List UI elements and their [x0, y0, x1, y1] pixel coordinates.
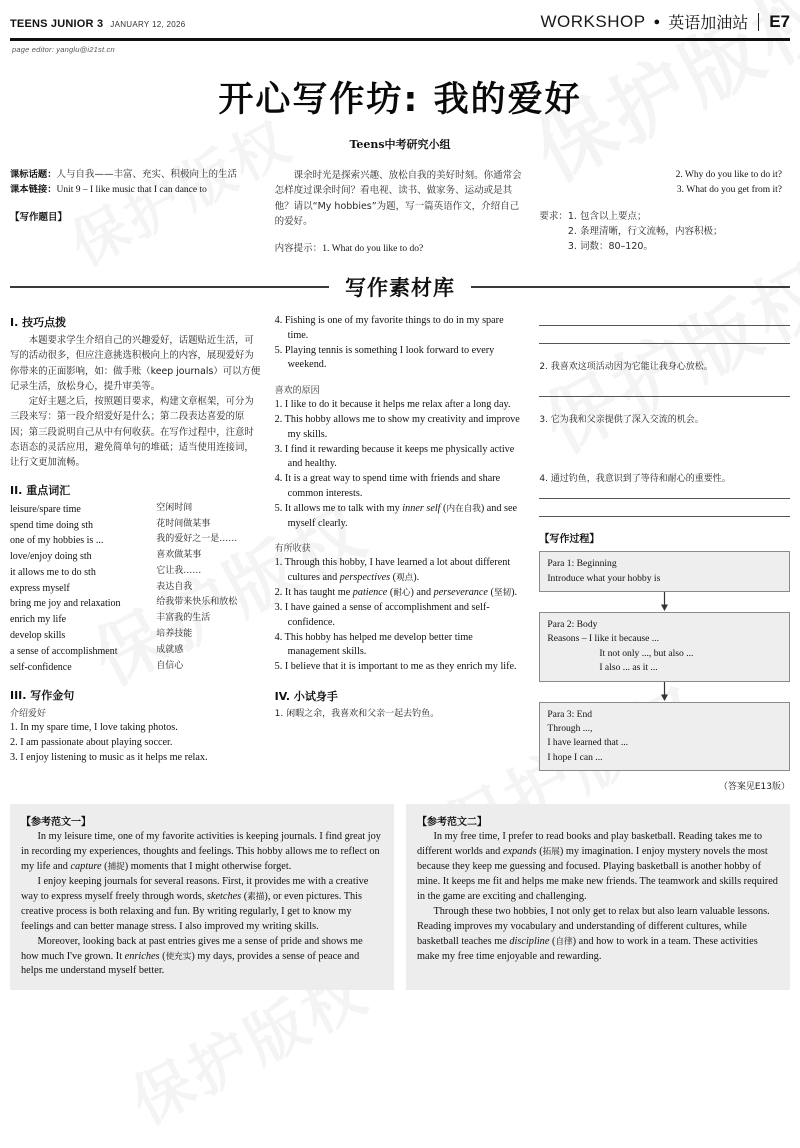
vocab-term-cn: 自信心: [156, 660, 184, 671]
sample-title: 【参考范文一】: [21, 817, 91, 829]
page-title: 开心写作坊: 我的爱好: [218, 80, 582, 120]
banner-line-right: [471, 286, 790, 288]
vocab-term-cn: 丰富我的生活: [156, 613, 211, 624]
textbook-link-value: Unit 9 – I like music that I can dance to: [56, 184, 207, 195]
vocab-row: [10, 580, 261, 596]
materials-body: [10, 312, 790, 792]
practice-list-part1: [275, 707, 526, 721]
sentence-group-label: 喜欢的原因: [274, 386, 320, 397]
sentence-item: 4. Fishing is one of my favorite things to do in my spare time.: [274, 315, 504, 341]
vocab-row: [10, 549, 261, 565]
sentence-item: 1. Through this hobby, I have learned a lot about different cultures and perspectives (观点).: [274, 557, 511, 583]
answer-blank-line[interactable]: [539, 396, 790, 397]
section-heading-vocab: II. 重点词汇: [10, 484, 71, 498]
flow-box-line: I have learned that ...: [547, 737, 629, 749]
requirement-item: 3. 词数：80–120。: [567, 240, 653, 252]
issue-date: JANUARY 12, 2026: [110, 19, 186, 29]
flow-box-line: Introduce what your hobby is: [547, 572, 661, 584]
prompt-heading: 【写作题目】: [10, 212, 68, 224]
flow-box-title: Para 2: Body: [547, 619, 598, 630]
sentence-list-gains: [275, 556, 526, 675]
vocab-term-en: a sense of accomplishment: [10, 645, 118, 657]
curriculum-topic-value: 人与自我——丰富、充实、积极向上的生活: [56, 169, 238, 180]
divider: [758, 13, 759, 31]
requirement-item: 2. 条理清晰，行文流畅，内容积极；: [567, 226, 723, 238]
vocab-row: [10, 612, 261, 628]
writing-process-flow: [539, 551, 790, 771]
vocab-term-en: spend time doing sth: [10, 519, 94, 531]
flow-box-line-indented: I also ... as it ...: [599, 662, 658, 674]
flow-arrow-icon: [539, 682, 790, 702]
vocab-row: [10, 596, 261, 612]
publication-title: TEENS JUNIOR 3: [10, 17, 104, 30]
textbook-link: [10, 183, 261, 198]
intro-section: [10, 168, 790, 256]
sample-essay-1: [10, 804, 394, 990]
banner-title: 写作素材库: [345, 276, 455, 301]
vocab-term-en: self-confidence: [10, 661, 72, 673]
curriculum-topic-label: 课标话题：: [10, 169, 57, 180]
vocab-term-en: love/enjoy doing sth: [10, 551, 92, 563]
vocab-row: [10, 643, 261, 659]
textbook-link-label: 课本链接：: [10, 183, 57, 195]
section-heading-practice: IV. 小试身手: [274, 689, 338, 703]
practice-item: 4. 通过钓鱼，我意识到了等待和耐心的重要性。: [539, 474, 731, 485]
vocab-term-cn: 我的爱好之一是……: [156, 534, 238, 545]
vocab-term-en: bring me joy and relaxation: [10, 598, 121, 610]
sentence-item: 3. I enjoy listening to music as it helps me relax.: [10, 752, 208, 764]
sentence-item: 3. I find it rewarding because it keeps me physically active and healthy.: [274, 443, 515, 470]
sample-paragraph: I enjoy keeping journals for several reasons. First, it provides me with a creative way to express myself freely through words, sketches (素描), or even pictures. This creative process is both relaxing and fun. By writing regularly, I get to know my feelings and can better manage stress. I also improved my writing skills.: [21, 875, 369, 932]
vocab-row: [10, 628, 261, 644]
requirements: [539, 210, 790, 254]
tips-paragraph: 定好主题之后，按照题目要求，构建文章框架，可分为三段来写：第一段介绍爱好是什么；第二段表达喜爱的原因；第三段说明自己从中有何收获。在写作过程中，注意时态语态的灵活应用，避免简单句的堆砥；适当使用连接词，让行文更加流畅。: [10, 396, 254, 469]
sample-title: 【参考范文二】: [417, 817, 487, 829]
vocab-term-cn: 表达自我: [156, 581, 193, 592]
answer-blank-line[interactable]: [539, 516, 790, 517]
vocab-term-en: express myself: [10, 582, 70, 594]
vocab-term-cn: 给我带来快乐和放松: [156, 597, 238, 608]
hint-item: 3. What do you get from it?: [676, 184, 783, 195]
body-col-2: [275, 312, 526, 792]
flow-box-line: Reasons – I like it because ...: [547, 633, 659, 645]
section-name: WORKSHOP: [540, 11, 646, 31]
sentence-item: 4. It is a great way to spend time with friends and share common interests.: [274, 473, 501, 499]
intro-col-mid: [275, 168, 526, 256]
tips-paragraph: 本题要求学生介绍自己的兴趣爱好，话题贴近生活，可写的活动很多，但应注意挑选积极向上的内容，展现爱好为你带来的正面影响，如：做手账（keep journals）可以方便记录生活，放松身心，提升审美等。: [10, 335, 261, 392]
vocab-term-en: it allows me to do sth: [10, 566, 96, 578]
materials-banner: [10, 272, 790, 302]
vocab-term-cn: 花时间做某事: [156, 518, 211, 529]
masthead: [10, 0, 790, 36]
page-number: E7: [769, 11, 790, 31]
intro-col-left: [10, 168, 261, 256]
banner-line-left: [10, 286, 329, 288]
answer-blank-line[interactable]: [539, 343, 790, 344]
vocab-term-en: one of my hobbies is ...: [10, 535, 104, 547]
page-editor: page editor: yanglu@i21st.cn: [12, 45, 115, 54]
vocab-term-en: develop skills: [10, 629, 66, 641]
sentence-item: 2. It has taught me patience (耐心) and perseverance (坚韧).: [274, 586, 518, 598]
byline: Teens中考研究小组: [349, 138, 451, 151]
flow-box-line-indented: It not only ..., but also ...: [599, 647, 694, 659]
flow-box-line: I hope I can ...: [547, 751, 603, 763]
practice-item: 3. 它为我和父亲提供了深入交流的机会。: [539, 415, 704, 426]
vocab-term-cn: 空闲时间: [156, 502, 193, 513]
flow-box-title: Para 3: End: [547, 708, 593, 720]
vocab-row: [10, 659, 261, 675]
answer-blank-line[interactable]: [539, 325, 790, 326]
sample-paragraph: Through these two hobbies, I not only get to relax but also learn valuable lessons. Reading improves my vocabulary and understanding of different cultures, while basketball teaches me discipline (自律) and how to work in a team. These activities make my free time enjoyable and rewarding.: [417, 905, 770, 962]
sentence-item: 5. I believe that it is important to me as they enrich my life.: [274, 661, 517, 673]
flow-box-para1: [539, 551, 790, 592]
sample-paragraph: In my leisure time, one of my favorite activities is keeping journals. I find great joy in recording my experiences, thoughts and feelings. This hobby allows me to reflect on my life and capture (捕捉) moments that I might otherwise forget.: [21, 831, 381, 872]
vocab-term-cn: 喜欢做某事: [156, 550, 202, 561]
vocab-row: [10, 501, 261, 517]
vocab-term-cn: 培养技能: [156, 628, 193, 639]
answer-blank-line[interactable]: [539, 458, 790, 459]
vocab-term-cn: 它让我……: [156, 565, 202, 576]
vocab-term-cn: 成就感: [156, 644, 184, 655]
sentence-list-intro-cont: [275, 314, 526, 373]
section-name-cn: 英语加油站: [668, 13, 749, 32]
sample-paragraph: In my free time, I prefer to read books and play basketball. Reading takes me to different worlds and expands (拓展) my imagination. I enjoy mystery novels the most because they keep me guessing and focused. Playing basketball is another hobby of mine. It keeps me fit and helps me make new friends. The teamwork and skills required in the game are exciting and challenging.: [417, 831, 778, 902]
sentence-item: 5. It allows me to talk with my inner self (内在自我) and see myself clearly.: [274, 503, 518, 529]
vocab-row: [10, 533, 261, 549]
sentence-group-label: 有所收获: [274, 544, 311, 555]
sentence-item: 4. This hobby has helped me develop better time management skills.: [274, 631, 473, 658]
flow-box-para2: [539, 612, 790, 682]
body-col-1: [10, 312, 261, 792]
sample-essays: [10, 804, 790, 990]
flow-box-line: Through ...,: [547, 722, 593, 734]
vocabulary-table: [10, 501, 261, 675]
vocab-row: [10, 564, 261, 580]
hint-item: 1. What do you like to do?: [322, 243, 424, 254]
answer-blank-line[interactable]: [539, 498, 790, 499]
sentence-item: 3. I have gained a sense of accomplishment and self-confidence.: [274, 601, 490, 628]
practice-item: 2. 我喜欢这项活动因为它能让我身心放松。: [539, 362, 713, 373]
section-heading-sentences: III. 写作金句: [10, 688, 75, 702]
sentence-list-intro: [10, 721, 261, 766]
sentence-item: 5. Playing tennis is something I look forward to every weekend.: [274, 344, 495, 371]
content-hints: [275, 242, 526, 257]
sample-paragraph: Moreover, looking back at past entries gives me a sense of pride and shows me how much I've grown. It enriches (使充实) my days, provides a sense of peace and helps me understand myself better.: [21, 935, 363, 977]
practice-item: 1. 闲暇之余，我喜欢和父亲一起去钓鱼。: [274, 708, 440, 719]
sentence-item: 1. I like to do it because it helps me relax after a long day.: [274, 399, 511, 411]
sentence-group-label: 介绍爱好: [10, 708, 47, 719]
bullet-icon: ●: [653, 15, 661, 28]
intro-col-right: [539, 168, 790, 256]
flow-box-title: Para 1: Beginning: [547, 558, 617, 570]
section-heading-process: 【写作过程】: [539, 534, 600, 546]
requirements-label: 要求：: [539, 211, 568, 223]
vocab-term-en: leisure/spare time: [10, 503, 81, 515]
sentence-item: 2. I am passionate about playing soccer.: [10, 737, 173, 748]
body-col-3: [539, 312, 790, 792]
vocab-term-en: enrich my life: [10, 614, 67, 626]
answer-reference-note: （答案见E13版）: [718, 782, 791, 793]
flow-arrow-icon: [539, 592, 790, 612]
sentence-list-reasons: [275, 398, 526, 531]
sentence-item: 1. In my spare time, I love taking photos.: [10, 721, 178, 733]
hint-item: 2. Why do you like to do it?: [675, 170, 783, 180]
prompt-body: 课余时光是探索兴趣、放松自我的美好时刻。你通常会怎样度过课余时间？看电视、读书、做家务、运动或是其他？请以“My hobbies”为题，写一篇英语作文，介绍自己的爱好。: [274, 170, 522, 228]
section-heading-tips: I. 技巧点拨: [10, 316, 67, 330]
curriculum-topic: [10, 168, 261, 183]
sentence-item: 2. This hobby allows me to show my creativity and improve my skills.: [274, 414, 520, 440]
flow-box-para3: [539, 702, 790, 772]
vocab-row: [10, 517, 261, 533]
requirement-item: 1. 包含以上要点；: [567, 211, 647, 223]
hint-label: 内容提示：: [274, 242, 323, 254]
sample-essay-2: [406, 804, 790, 990]
